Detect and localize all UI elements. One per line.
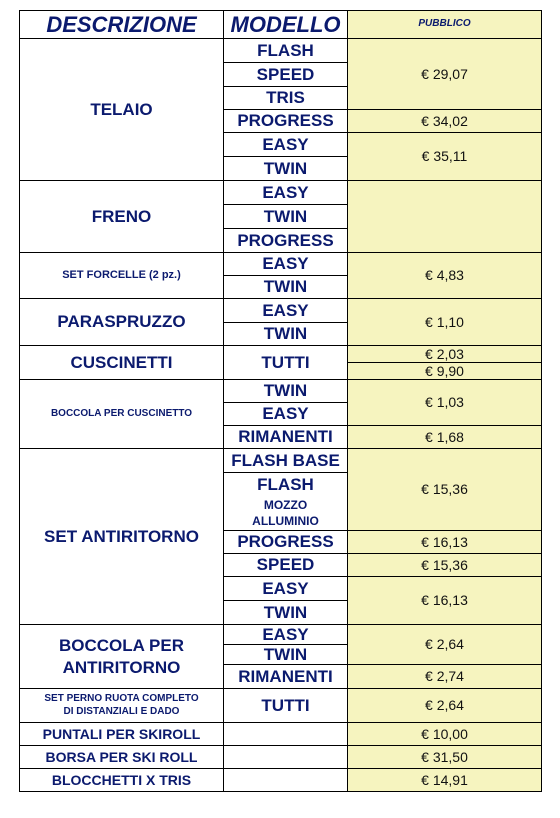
price-cell: € 2,03: [348, 346, 542, 363]
header-descrizione: DESCRIZIONE: [20, 11, 224, 39]
model-cell: TWIN: [224, 601, 348, 625]
desc-telaio: TELAIO: [20, 39, 224, 181]
table-row: [20, 689, 542, 723]
desc-puntali: PUNTALI PER SKIROLL: [20, 723, 224, 746]
model-cell: EASY: [224, 403, 348, 426]
model-cell: RIMANENTI: [224, 426, 348, 449]
model-cell: PROGRESS: [224, 110, 348, 133]
model-cell: TWIN: [224, 645, 348, 665]
price-cell: € 2,64: [348, 689, 542, 723]
model-cell: FLASH: [224, 473, 348, 497]
price-cell: € 10,00: [348, 723, 542, 746]
table-row: [20, 723, 542, 746]
model-cell: TWIN: [224, 205, 348, 229]
model-cell: PROGRESS: [224, 229, 348, 253]
desc-line: DI DISTANZIALI E DADO: [63, 705, 180, 717]
model-cell-empty: [224, 723, 348, 746]
price-cell: € 1,68: [348, 426, 542, 449]
price-cell: € 9,90: [348, 363, 542, 380]
model-cell-empty: [224, 746, 348, 769]
desc-boccola-antiritorno: [20, 625, 224, 689]
model-cell: TUTTI: [224, 346, 348, 380]
desc-set-antiritorno: SET ANTIRITORNO: [20, 449, 224, 625]
desc-set-forcelle: SET FORCELLE (2 pz.): [20, 253, 224, 299]
model-cell: MOZZO ALLUMINIO: [224, 497, 348, 531]
price-cell: € 15,36: [348, 449, 542, 531]
model-cell: PROGRESS: [224, 531, 348, 554]
desc-borsa: BORSA PER SKI ROLL: [20, 746, 224, 769]
table-row: [20, 39, 542, 63]
price-cell: € 2,74: [348, 665, 542, 689]
model-cell: TRIS: [224, 87, 348, 110]
model-cell: SPEED: [224, 63, 348, 87]
desc-line: ANTIRITORNO: [62, 657, 181, 677]
desc-line: SET PERNO RUOTA COMPLETO: [44, 693, 199, 705]
desc-set-perno: [20, 689, 224, 723]
model-cell: EASY: [224, 625, 348, 645]
model-cell: TUTTI: [224, 689, 348, 723]
price-cell: € 15,36: [348, 554, 542, 577]
header-row: [20, 11, 542, 39]
price-cell: € 31,50: [348, 746, 542, 769]
desc-freno: FRENO: [20, 181, 224, 253]
price-cell: € 34,02: [348, 110, 542, 133]
price-cell: € 1,10: [348, 299, 542, 346]
model-cell: TWIN: [224, 157, 348, 181]
table-row: [20, 299, 542, 323]
table-row: [20, 769, 542, 792]
desc-cuscinetti: CUSCINETTI: [20, 346, 224, 380]
model-cell: TWIN: [224, 380, 348, 403]
model-cell: FLASH BASE: [224, 449, 348, 473]
price-cell: € 4,83: [348, 253, 542, 299]
model-cell-empty: [224, 769, 348, 792]
header-pubblico: PUBBLICO: [348, 11, 542, 39]
price-cell: € 16,13: [348, 577, 542, 625]
desc-line: BOCCOLA PER: [59, 635, 184, 655]
price-cell: € 35,11: [348, 133, 542, 181]
price-list-table: [19, 10, 542, 792]
model-cell: SPEED: [224, 554, 348, 577]
table-row: [20, 181, 542, 205]
model-cell: TWIN: [224, 323, 348, 346]
table-row: [20, 253, 542, 276]
table-row: [20, 449, 542, 473]
header-modello: MODELLO: [224, 11, 348, 39]
desc-paraspruzzo: PARASPRUZZO: [20, 299, 224, 346]
desc-boccola-cuscinetto: BOCCOLA PER CUSCINETTO: [20, 380, 224, 449]
model-cell: EASY: [224, 299, 348, 323]
table-row: [20, 625, 542, 645]
model-cell: EASY: [224, 577, 348, 601]
model-cell: FLASH: [224, 39, 348, 63]
price-cell: € 14,91: [348, 769, 542, 792]
table-row: [20, 346, 542, 363]
price-cell: € 2,64: [348, 625, 542, 665]
price-cell: € 29,07: [348, 39, 542, 110]
price-cell-empty: [348, 181, 542, 253]
model-cell: EASY: [224, 181, 348, 205]
desc-blocchetti: BLOCCHETTI X TRIS: [20, 769, 224, 792]
price-cell: € 16,13: [348, 531, 542, 554]
model-cell: TWIN: [224, 276, 348, 299]
model-cell: EASY: [224, 253, 348, 276]
model-cell: RIMANENTI: [224, 665, 348, 689]
table-row: [20, 746, 542, 769]
table-row: [20, 380, 542, 403]
price-cell: € 1,03: [348, 380, 542, 426]
model-cell: EASY: [224, 133, 348, 157]
